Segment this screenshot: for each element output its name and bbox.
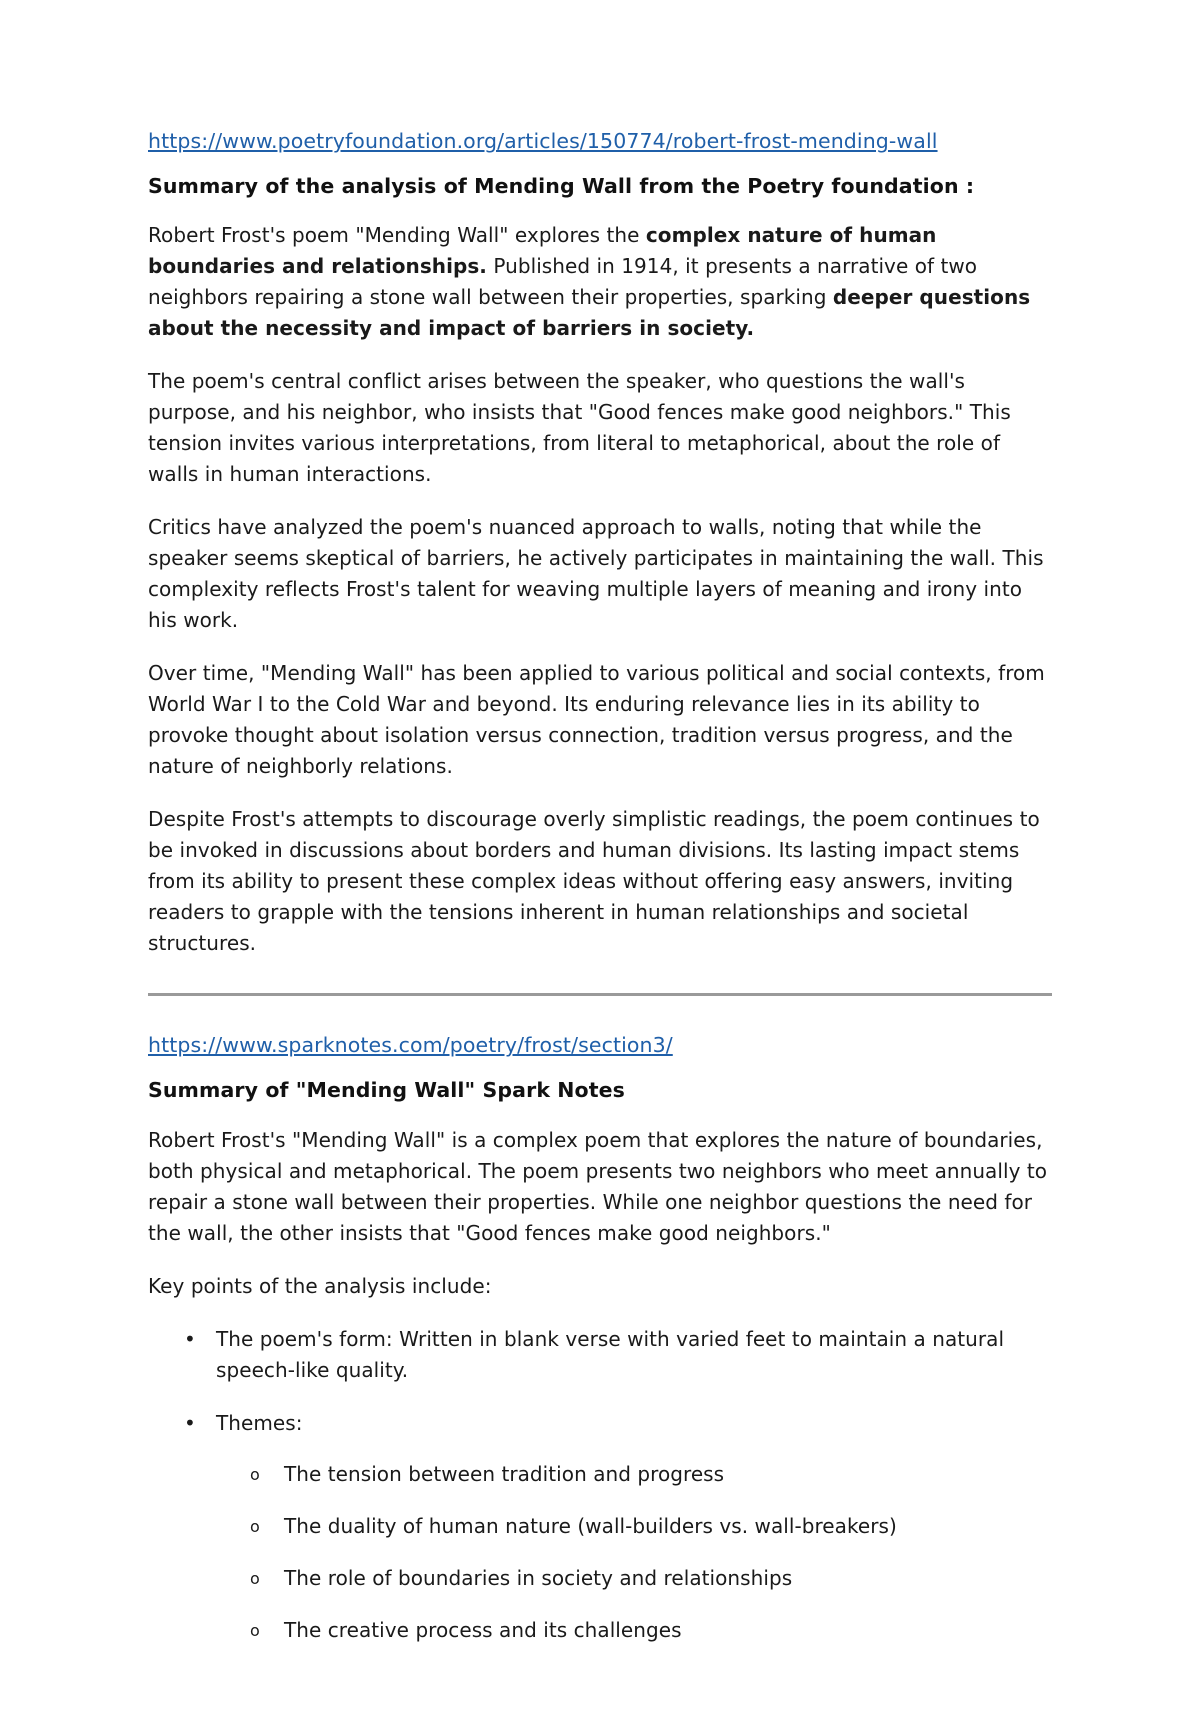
paragraph-central-conflict: The poem's central conflict arises between the speaker, who questions the wall's purpose, and his neighbor, who insists that "Good fences make good neighbors." This tension invites various interpretations, from literal to metaphorical, about the role of walls in human interactions. (148, 369, 1011, 487)
list-item (148, 1324, 1052, 1386)
intro-text-b: Published in 1914, it presents a narrative of two neighbors repairing a stone wall between their properties, sparking (148, 254, 978, 310)
paragraph-sparknotes-summary: Robert Frost's "Mending Wall" is a complex poem that explores the nature of boundaries, both physical and metaphorical. The poem presents two neighbors who meet annually to repair a stone wall between their properties. While one neighbor questions the need for the wall, the other insists that "Good fences make good neighbors." (148, 1127, 1048, 1245)
list-item-label: The tension between tradition and progress (284, 1461, 725, 1486)
section-divider (148, 993, 1052, 996)
sparknotes-heading: Summary of "Mending Wall" Spark Notes (148, 1078, 625, 1103)
list-item (216, 1511, 1052, 1542)
paragraph-despite-frost: Despite Frost's attempts to discourage overly simplistic readings, the poem continues to be invoked in discussions about borders and human divisions. Its lasting impact stems from its ability to present these complex ideas without offering easy answers, inviting readers to grapple with the tensions inherent in human relationships and societal structures. (148, 807, 1040, 956)
paragraph-over-time: Over time, "Mending Wall" has been applied to various political and social contexts, from World War I to the Cold War and beyond. Its enduring relevance lies in its ability to provoke thought about isolation versus connection, tradition versus progress, and the nature of neighborly relations. (148, 661, 1045, 779)
list-item-label: Themes: (216, 1410, 303, 1435)
sub-bullet-icon: o (250, 1464, 260, 1484)
list-item (148, 1408, 1052, 1646)
intro-bold-b: deeper questions about the necessity and impact of barriers in society. (148, 285, 1031, 341)
list-item-label: The poem's form: Written in blank verse with varied feet to maintain a natural speech-like quality. (216, 1326, 1005, 1382)
key-points-list (148, 1324, 1052, 1646)
bullet-icon: • (184, 1410, 196, 1435)
sub-bullet-icon: o (250, 1516, 260, 1536)
list-item-label: The creative process and its challenges (284, 1617, 682, 1642)
paragraph-intro (148, 220, 1052, 344)
sub-bullet-icon: o (250, 1620, 260, 1640)
sparknotes-link[interactable]: https://www.sparknotes.com/poetry/frost/section3/ (148, 1033, 673, 1058)
section-sparknotes (148, 1032, 1052, 1645)
list-item (216, 1459, 1052, 1490)
sub-bullet-icon: o (250, 1568, 260, 1588)
bullet-icon: • (184, 1326, 196, 1351)
poetry-foundation-heading: Summary of the analysis of Mending Wall from the Poetry foundation : (148, 173, 975, 198)
list-item-label: The role of boundaries in society and relationships (284, 1565, 793, 1590)
section-poetry-foundation (148, 128, 1052, 959)
list-item-label: The duality of human nature (wall-builders vs. wall-breakers) (284, 1513, 897, 1538)
poetry-foundation-link[interactable]: https://www.poetryfoundation.org/articles/150774/robert-frost-mending-wall (148, 129, 938, 153)
themes-sublist (216, 1459, 1052, 1646)
paragraph-key-points-lead: Key points of the analysis include: (148, 1273, 492, 1298)
paragraph-critics: Critics have analyzed the poem's nuanced approach to walls, noting that while the speaker seems skeptical of barriers, he actively participates in maintaining the wall. This complexity reflects Frost's talent for weaving multiple layers of meaning and irony into his work. (148, 515, 1044, 633)
intro-text-a: Robert Frost's poem "Mending Wall" explores the (148, 223, 646, 248)
list-item (216, 1615, 1052, 1646)
list-item (216, 1563, 1052, 1594)
intro-bold-a: complex nature of human boundaries and relationships. (148, 223, 937, 279)
